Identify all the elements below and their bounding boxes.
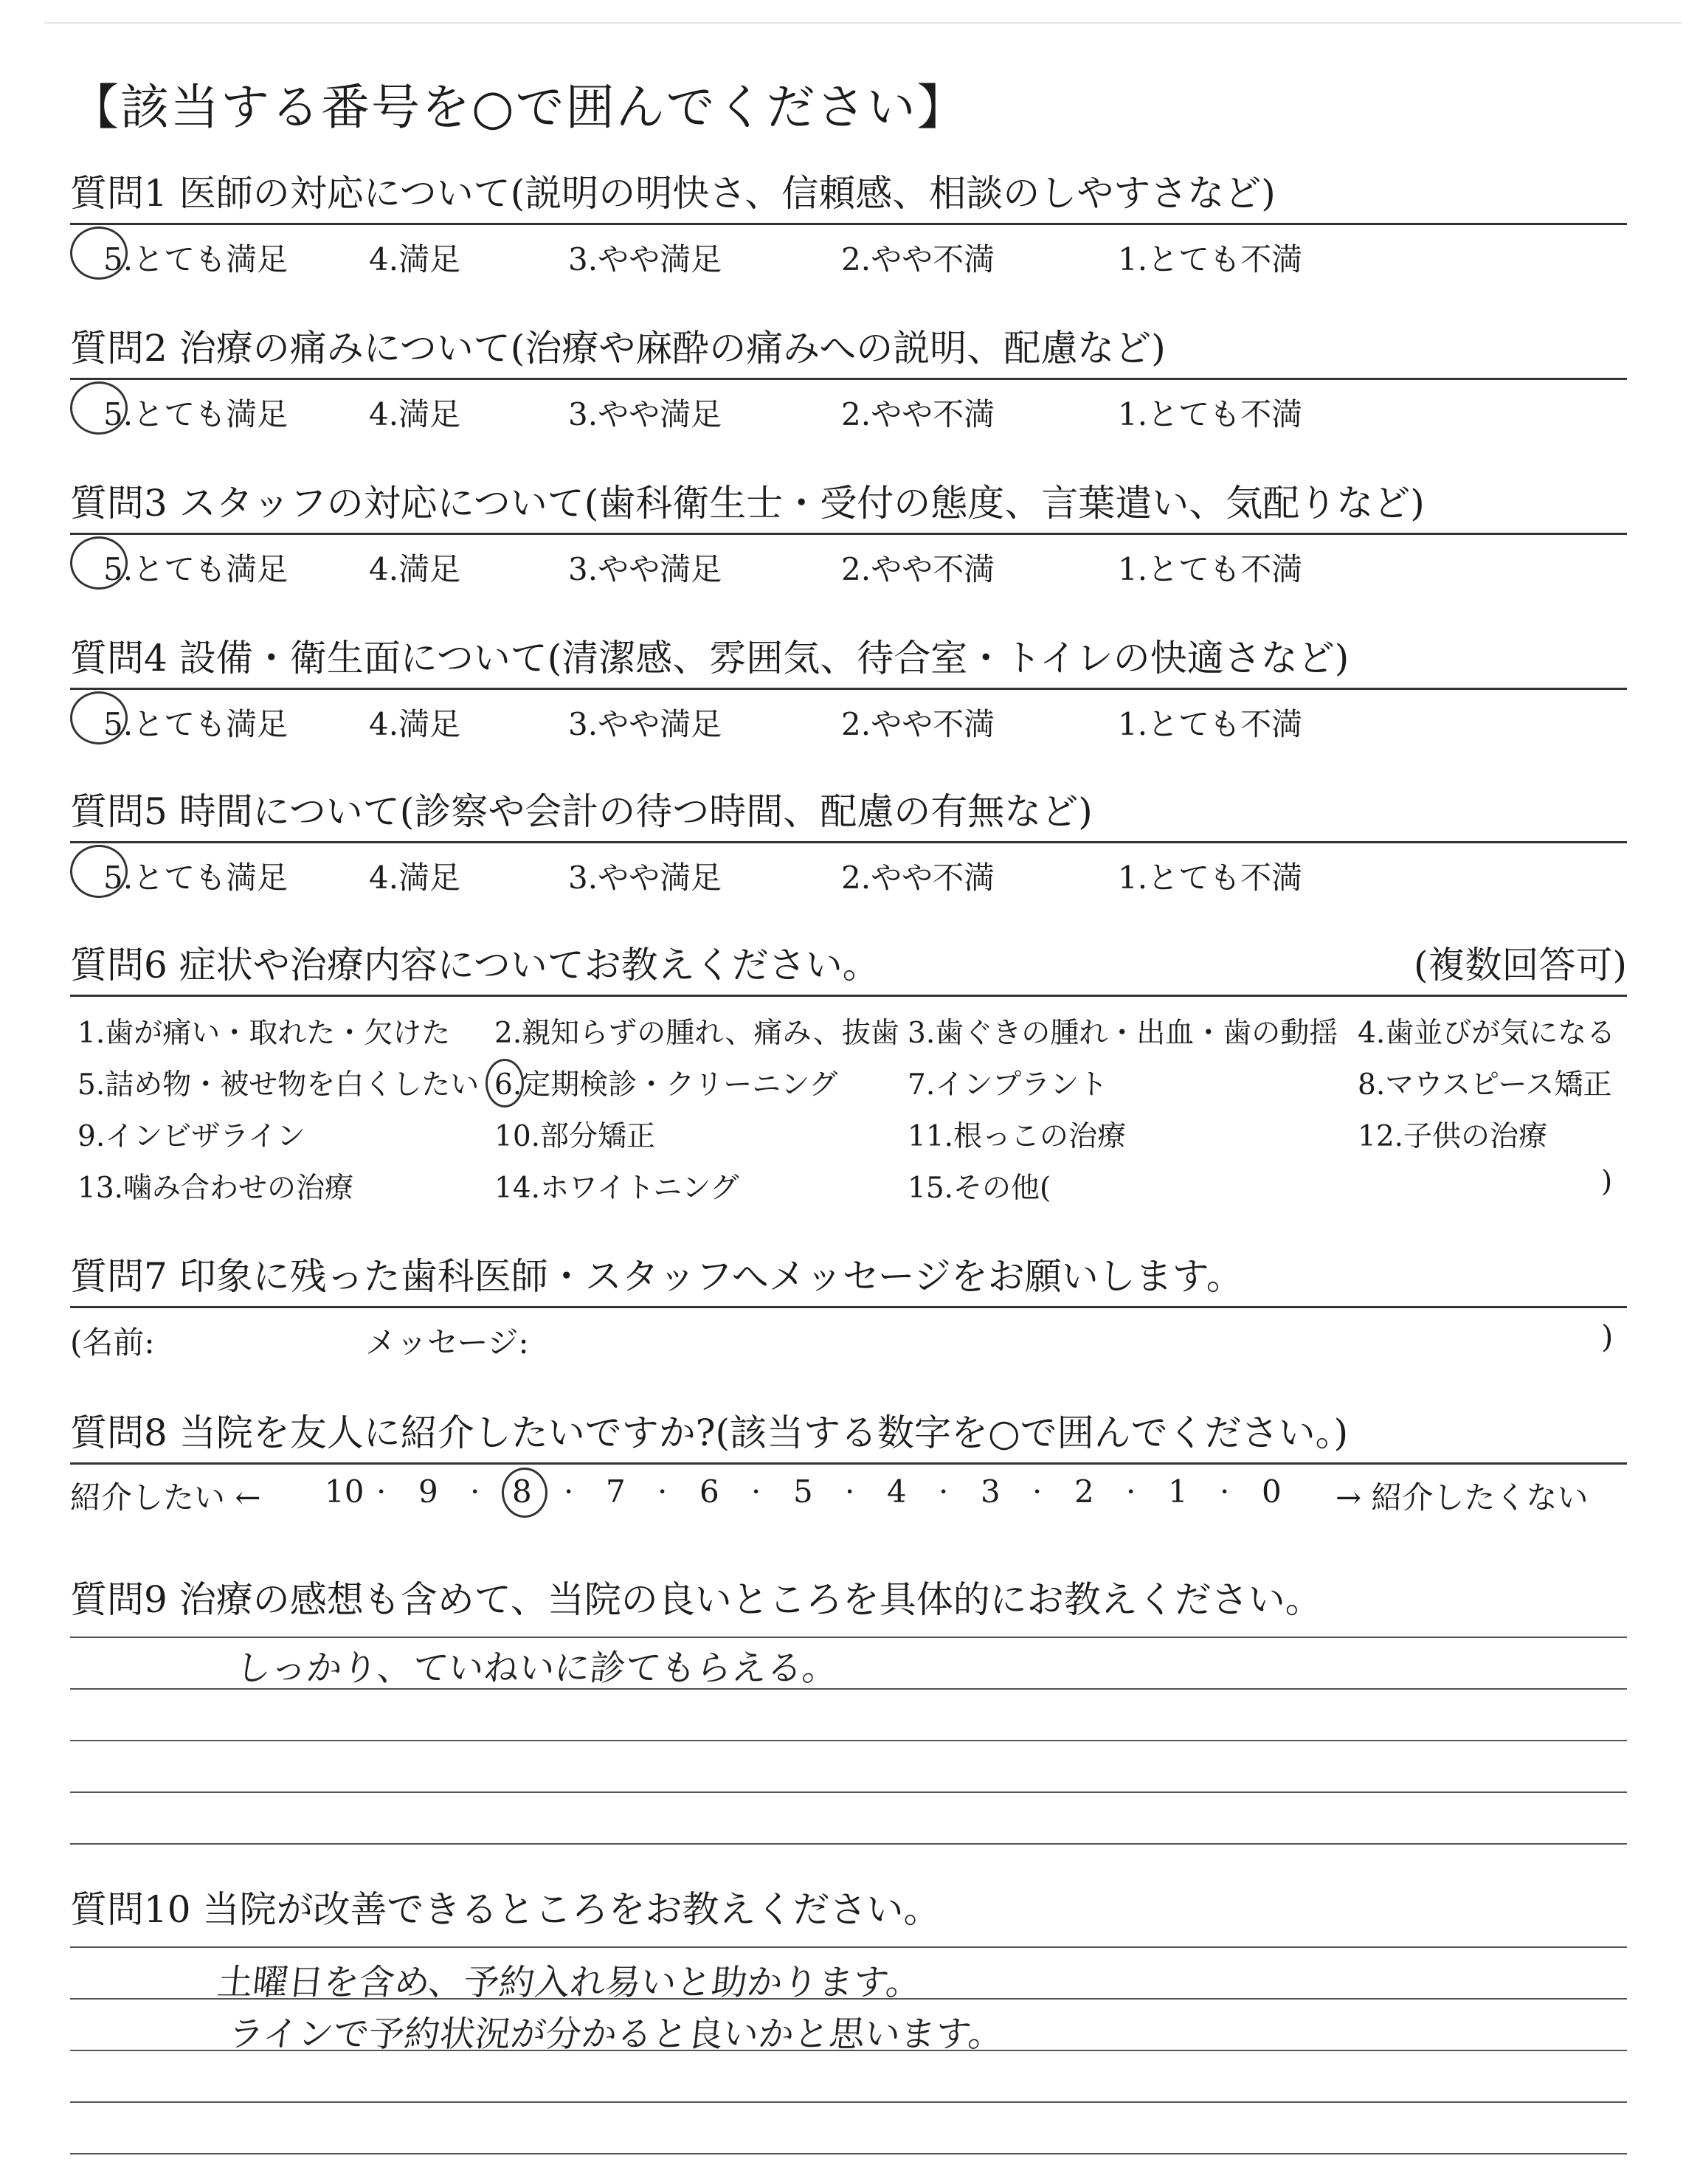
rating-option-5[interactable]: 5.とても満足	[103, 551, 288, 587]
rating-options	[70, 380, 1627, 432]
rating-option-3[interactable]: 3.やや満足	[568, 860, 722, 896]
recommend-scale	[70, 1465, 1627, 1516]
message-line	[70, 1308, 1627, 1360]
handwritten-answer: しっかり、ていねいに診てもらえる。	[233, 1648, 840, 1689]
scale-separator: ·	[1126, 1473, 1136, 1510]
answer-lines	[70, 1933, 1627, 2184]
question-2	[70, 319, 1627, 432]
scale-separator: ·	[751, 1473, 761, 1510]
symptom-option-8[interactable]: 8.マウスピース矯正	[1358, 1068, 1612, 1102]
rating-option-1[interactable]: 1.とても不満	[1118, 551, 1303, 587]
page-header: 【該当する番号を○で囲んでください】	[70, 79, 967, 136]
question-rule	[70, 995, 1627, 997]
scale-value-6[interactable]: 6	[699, 1473, 719, 1510]
rating-option-5[interactable]: 5.とても満足	[103, 706, 288, 742]
rating-option-4[interactable]: 4.満足	[369, 241, 461, 277]
question-1	[70, 164, 1627, 277]
scale-value-2[interactable]: 2	[1074, 1473, 1094, 1510]
scale-separator: ·	[939, 1473, 949, 1510]
scale-value-1[interactable]: 1	[1168, 1473, 1188, 1510]
selected-circle-mark	[70, 691, 128, 744]
symptom-option-3[interactable]: 3.歯ぐきの腫れ・出血・歯の動揺	[908, 1017, 1338, 1050]
question-10-title: 質問10 当院が改善できるところをお教えください。	[70, 1888, 941, 1931]
symptom-option-7[interactable]: 7.インプラント	[908, 1068, 1108, 1102]
writing-line	[70, 1843, 1627, 1845]
rating-option-3[interactable]: 3.やや満足	[568, 241, 722, 277]
symptom-option-11[interactable]: 11.根っこの治療	[908, 1120, 1127, 1153]
rating-option-1[interactable]: 1.とても不満	[1118, 241, 1303, 277]
scale-value-0[interactable]: 0	[1262, 1473, 1282, 1510]
symptom-option-9[interactable]: 9.インビザライン	[77, 1120, 306, 1153]
question-5-title: 質問5 時間について(診察や会計の待つ時間、配慮の有無など)	[70, 790, 1093, 833]
scale-separator: ·	[376, 1473, 387, 1510]
rating-options	[70, 843, 1627, 895]
message-label: メッセージ:	[365, 1324, 529, 1361]
question-8	[70, 1403, 1627, 1516]
selected-circle-mark	[502, 1468, 547, 1518]
question-9	[70, 1570, 1627, 1889]
scale-value-8[interactable]: 8	[512, 1473, 532, 1510]
rating-options	[70, 225, 1627, 277]
rating-option-1[interactable]: 1.とても不満	[1118, 396, 1303, 432]
question-2-title: 質問2 治療の痛みについて(治療や麻酔の痛みへの説明、配慮など)	[70, 327, 1166, 370]
rating-option-3[interactable]: 3.やや満足	[568, 706, 722, 742]
symptom-option-4[interactable]: 4.歯並びが気になる	[1358, 1017, 1616, 1050]
scale-left-label: 紹介したい ←	[70, 1479, 261, 1516]
selected-circle-mark	[486, 1059, 524, 1107]
rating-options	[70, 690, 1627, 742]
scale-value-10[interactable]: 10	[325, 1473, 364, 1510]
writing-line	[70, 1946, 1627, 1948]
selected-circle-mark	[70, 381, 128, 435]
other-close-paren: )	[1601, 1165, 1613, 1198]
rating-option-2[interactable]: 2.やや不満	[841, 860, 995, 896]
rating-option-5[interactable]: 5.とても満足	[103, 241, 288, 277]
question-7-title: 質問7 印象に残った歯科医師・スタッフへメッセージをお願いします。	[70, 1255, 1243, 1298]
scale-right-label: → 紹介したくない	[1336, 1479, 1589, 1516]
rating-option-2[interactable]: 2.やや不満	[841, 241, 995, 277]
scale-value-3[interactable]: 3	[981, 1473, 1001, 1510]
question-3-title: 質問3 スタッフの対応について(歯科衛生士・受付の態度、言葉遣い、気配りなど)	[70, 482, 1425, 525]
rating-option-2[interactable]: 2.やや不満	[841, 396, 995, 432]
writing-line	[70, 1791, 1627, 1793]
top-border	[44, 22, 1682, 24]
question-1-title: 質問1 医師の対応について(説明の明快さ、信頼感、相談のしやすさなど)	[70, 172, 1276, 215]
scale-separator: ·	[1220, 1473, 1230, 1510]
name-label: (名前:	[70, 1324, 155, 1361]
symptom-option-10[interactable]: 10.部分矯正	[494, 1120, 656, 1153]
rating-option-4[interactable]: 4.満足	[369, 396, 461, 432]
question-8-title: 質問8 当院を友人に紹介したいですか?(該当する数字を○で囲んでください。)	[70, 1411, 1349, 1454]
scale-separator: ·	[470, 1473, 480, 1510]
scale-value-5[interactable]: 5	[793, 1473, 813, 1510]
symptom-option-1[interactable]: 1.歯が痛い・取れた・欠けた	[77, 1017, 451, 1050]
symptom-option-12[interactable]: 12.子供の治療	[1358, 1120, 1548, 1153]
writing-line	[70, 1740, 1627, 1741]
question-4-title: 質問4 設備・衛生面について(清潔感、雰囲気、待合室・トイレの快適さなど)	[70, 637, 1350, 680]
scale-value-9[interactable]: 9	[418, 1473, 438, 1510]
selected-circle-mark	[70, 845, 128, 898]
scale-separator: ·	[564, 1473, 574, 1510]
question-10	[70, 1880, 1627, 2184]
symptom-option-13[interactable]: 13.噛み合わせの治療	[77, 1172, 354, 1205]
question-9-title: 質問9 治療の感想も含めて、当院の良いところを具体的にお教えください。	[70, 1578, 1322, 1621]
question-3	[70, 474, 1627, 587]
writing-line	[70, 2153, 1627, 2154]
rating-option-3[interactable]: 3.やや満足	[568, 551, 722, 587]
rating-option-4[interactable]: 4.満足	[369, 551, 461, 587]
question-6-text: 質問6 症状や治療内容についてお教えください。	[70, 944, 880, 986]
rating-option-5[interactable]: 5.とても満足	[103, 860, 288, 896]
selected-circle-mark	[70, 227, 128, 280]
question-6	[70, 936, 1627, 1231]
multiple-answer-note: (複数回答可)	[1413, 944, 1627, 986]
message-close: )	[1601, 1319, 1614, 1355]
rating-option-4[interactable]: 4.満足	[369, 706, 461, 742]
rating-option-1[interactable]: 1.とても不満	[1118, 706, 1303, 742]
symptom-option-14[interactable]: 14.ホワイトニング	[494, 1172, 739, 1205]
scale-value-7[interactable]: 7	[606, 1473, 626, 1510]
rating-options	[70, 535, 1627, 587]
rating-option-3[interactable]: 3.やや満足	[568, 396, 722, 432]
scale-separator: ·	[657, 1473, 668, 1510]
symptom-option-5[interactable]: 5.詰め物・被せ物を白くしたい	[77, 1068, 480, 1102]
handwritten-answer-line-1: 土曜日を含め、予約入れ易いと助かります。	[215, 1962, 924, 2003]
rating-option-2[interactable]: 2.やや不満	[841, 551, 995, 587]
answer-lines	[70, 1623, 1627, 1889]
selected-circle-mark	[70, 536, 128, 590]
question-7	[70, 1247, 1627, 1360]
scale-separator: ·	[845, 1473, 855, 1510]
scale-separator: ·	[1032, 1473, 1043, 1510]
writing-line	[70, 2101, 1627, 2103]
writing-line	[70, 1637, 1627, 1638]
rating-option-4[interactable]: 4.満足	[369, 860, 461, 896]
symptom-option-6[interactable]: 6.定期検診・クリーニング	[494, 1068, 838, 1102]
symptom-option-15[interactable]: 15.その他(	[908, 1172, 1051, 1205]
rating-option-2[interactable]: 2.やや不満	[841, 706, 995, 742]
handwritten-answer-line-2: ラインで予約状況が分かると良いかと思います。	[226, 2014, 1006, 2055]
symptom-option-2[interactable]: 2.親知らずの腫れ、痛み、抜歯	[494, 1017, 899, 1050]
question-5	[70, 782, 1627, 895]
scale-value-4[interactable]: 4	[887, 1473, 907, 1510]
question-6-title	[70, 936, 1627, 989]
rating-option-5[interactable]: 5.とても満足	[103, 396, 288, 432]
question-4	[70, 629, 1627, 742]
rating-option-1[interactable]: 1.とても不満	[1118, 860, 1303, 896]
symptom-options	[70, 1010, 1627, 1231]
